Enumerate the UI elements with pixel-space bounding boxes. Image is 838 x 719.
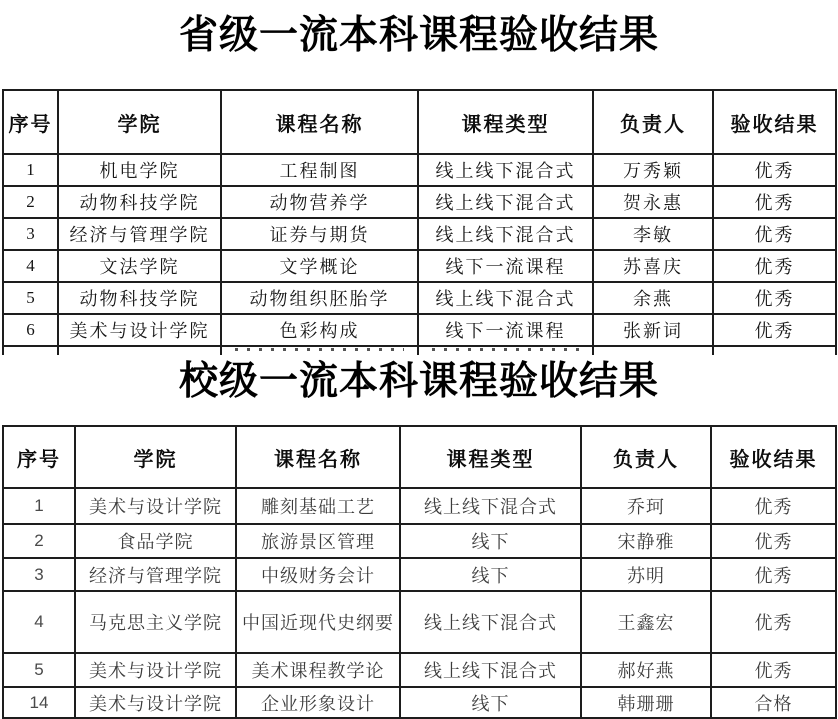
cell-index: 3 — [3, 558, 75, 591]
cell-index: 4 — [3, 591, 75, 653]
clipped-text-fragment — [235, 348, 404, 351]
cell-person: 苏喜庆 — [593, 250, 713, 282]
cell-index — [3, 346, 58, 355]
cell-course-name: 工程制图 — [221, 154, 418, 186]
cell-course-name: 美术课程教学论 — [236, 653, 400, 687]
cell-person: 宋静雅 — [581, 524, 711, 558]
cell-course-name: 文学概论 — [221, 250, 418, 282]
cell-result: 优秀 — [711, 591, 836, 653]
table-header-row — [3, 426, 836, 488]
cell-course-type: 线上线下混合式 — [418, 282, 593, 314]
cell-course-type: 线上线下混合式 — [418, 154, 593, 186]
cell-index: 2 — [3, 524, 75, 558]
column-header-index: 序号 — [3, 90, 58, 154]
clipped-text-fragment — [432, 348, 579, 351]
cell-course-type: 线下 — [400, 524, 581, 558]
column-header-college: 学院 — [58, 90, 221, 154]
cell-person: 苏明 — [581, 558, 711, 591]
cell-college: 美术与设计学院 — [75, 687, 236, 718]
cell-result: 合格 — [711, 687, 836, 718]
table-row — [3, 524, 836, 558]
cell-result: 优秀 — [711, 558, 836, 591]
provincial-results-table — [2, 89, 837, 355]
cell-college: 动物科技学院 — [58, 186, 221, 218]
table-row — [3, 687, 836, 718]
column-header-index: 序号 — [3, 426, 75, 488]
cell-result: 优秀 — [713, 154, 836, 186]
cell-college: 经济与管理学院 — [75, 558, 236, 591]
cell-course-name: 动物营养学 — [221, 186, 418, 218]
cell-person: 郝好燕 — [581, 653, 711, 687]
cell-course-type: 线上线下混合式 — [418, 218, 593, 250]
cell-course-name: 动物组织胚胎学 — [221, 282, 418, 314]
table-row — [3, 488, 836, 524]
table-row — [3, 558, 836, 591]
cell-course-type: 线下一流课程 — [418, 250, 593, 282]
cell-index: 2 — [3, 186, 58, 218]
cell-course-name: 旅游景区管理 — [236, 524, 400, 558]
cell-person — [593, 346, 713, 355]
table-row — [3, 591, 836, 653]
table-row — [3, 218, 836, 250]
cell-course-name — [221, 346, 418, 355]
cell-course-name: 证券与期货 — [221, 218, 418, 250]
cell-course-type: 线下一流课程 — [418, 314, 593, 346]
table-row — [3, 282, 836, 314]
cell-result: 优秀 — [713, 186, 836, 218]
cell-course-name: 色彩构成 — [221, 314, 418, 346]
cell-index: 5 — [3, 653, 75, 687]
cell-college: 美术与设计学院 — [75, 653, 236, 687]
cell-person: 贺永惠 — [593, 186, 713, 218]
provincial-results-title: 省级一流本科课程验收结果 — [178, 14, 659, 57]
cell-index: 6 — [3, 314, 58, 346]
cell-course-type: 线上线下混合式 — [400, 591, 581, 653]
table-header-row — [3, 90, 836, 154]
column-header-person: 负责人 — [581, 426, 711, 488]
cell-person: 余燕 — [593, 282, 713, 314]
cell-result: 优秀 — [711, 653, 836, 687]
cell-course-type: 线上线下混合式 — [418, 186, 593, 218]
cell-result: 优秀 — [713, 250, 836, 282]
cell-college: 美术与设计学院 — [75, 488, 236, 524]
cell-index: 14 — [3, 687, 75, 718]
cell-result: 优秀 — [713, 314, 836, 346]
cell-college: 文法学院 — [58, 250, 221, 282]
cell-result: 优秀 — [713, 282, 836, 314]
school-results-table — [2, 425, 837, 719]
cell-course-type: 线上线下混合式 — [400, 653, 581, 687]
cell-course-name: 中级财务会计 — [236, 558, 400, 591]
cell-result: 优秀 — [713, 218, 836, 250]
cell-college: 食品学院 — [75, 524, 236, 558]
cell-course-name: 雕刻基础工艺 — [236, 488, 400, 524]
cell-course-type — [418, 346, 593, 355]
cut-off-partial-row — [3, 346, 836, 355]
cell-college: 经济与管理学院 — [58, 218, 221, 250]
cell-person: 万秀颖 — [593, 154, 713, 186]
table-row — [3, 314, 836, 346]
cell-college: 马克思主义学院 — [75, 591, 236, 653]
cell-college: 美术与设计学院 — [58, 314, 221, 346]
cell-index: 3 — [3, 218, 58, 250]
column-header-course-type: 课程类型 — [400, 426, 581, 488]
column-header-college: 学院 — [75, 426, 236, 488]
cell-person: 乔珂 — [581, 488, 711, 524]
cell-course-name: 企业形象设计 — [236, 687, 400, 718]
cell-result: 优秀 — [711, 524, 836, 558]
column-header-course-type: 课程类型 — [418, 90, 593, 154]
cell-course-name: 中国近现代史纲要 — [236, 591, 400, 653]
cell-college: 动物科技学院 — [58, 282, 221, 314]
cell-person: 张新词 — [593, 314, 713, 346]
column-header-person: 负责人 — [593, 90, 713, 154]
column-header-course-name: 课程名称 — [236, 426, 400, 488]
school-results-title: 校级一流本科课程验收结果 — [178, 360, 659, 403]
table-row — [3, 653, 836, 687]
table-row — [3, 154, 836, 186]
cell-course-type: 线下 — [400, 687, 581, 718]
cell-college: 机电学院 — [58, 154, 221, 186]
cell-result — [713, 346, 836, 355]
cell-index: 1 — [3, 154, 58, 186]
cell-college — [58, 346, 221, 355]
cell-index: 1 — [3, 488, 75, 524]
cell-index: 4 — [3, 250, 58, 282]
table-row — [3, 250, 836, 282]
cell-index: 5 — [3, 282, 58, 314]
table-row — [3, 186, 836, 218]
cell-person: 李敏 — [593, 218, 713, 250]
column-header-result: 验收结果 — [713, 90, 836, 154]
cell-person: 韩珊珊 — [581, 687, 711, 718]
column-header-result: 验收结果 — [711, 426, 836, 488]
column-header-course-name: 课程名称 — [221, 90, 418, 154]
cell-course-type: 线上线下混合式 — [400, 488, 581, 524]
cell-result: 优秀 — [711, 488, 836, 524]
cell-course-type: 线下 — [400, 558, 581, 591]
cell-person: 王鑫宏 — [581, 591, 711, 653]
